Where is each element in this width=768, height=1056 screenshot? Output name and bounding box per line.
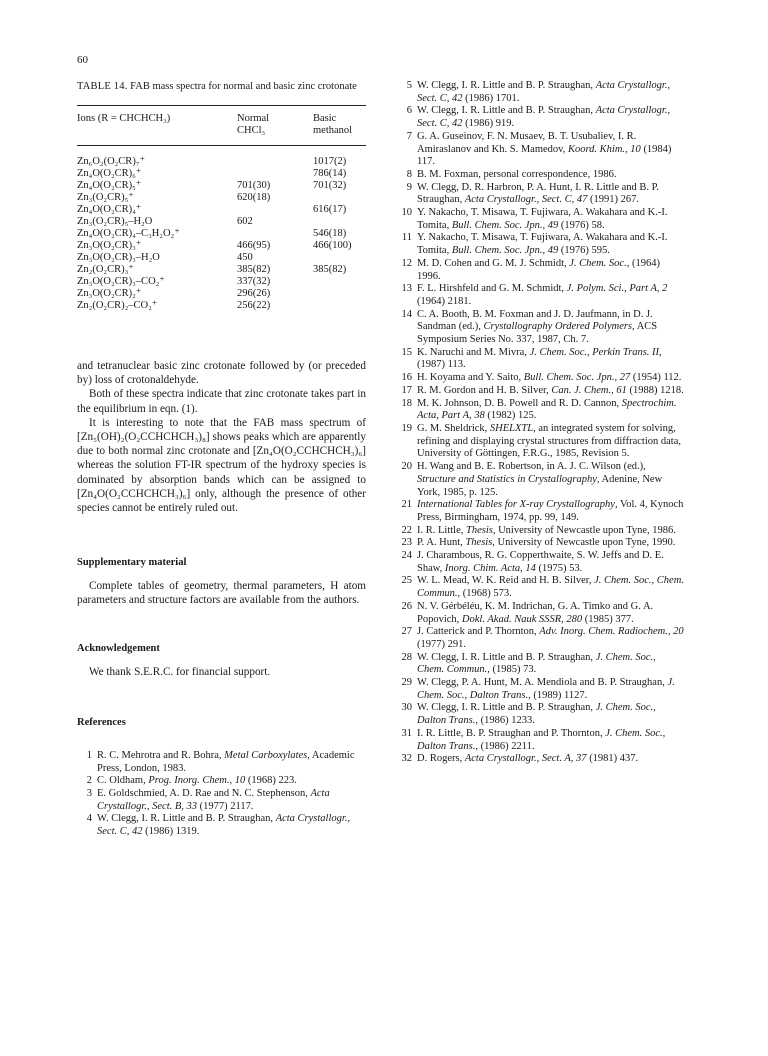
- basic-methanol-cell: 786(14): [313, 168, 347, 179]
- reference-number: 29: [401, 677, 412, 689]
- header-normal: [237, 113, 313, 137]
- reference-text: W. Clegg, P. A. Hunt, M. A. Mendiola and B. P. Straughan, J. Chem. Soc., Dalton Trans., (1989) 1127.: [417, 677, 675, 701]
- normal-chcl3-cell: 337(32): [237, 276, 271, 287]
- normal-chcl3-cell: [237, 204, 313, 216]
- reference-item: [397, 182, 685, 207]
- reference-item: [77, 750, 366, 775]
- ion-cell: Zn₃O(O₂CR)₃⁺: [77, 240, 142, 251]
- reference-item: [397, 258, 685, 283]
- header-normal-line2: CHCl₃: [237, 125, 266, 136]
- reference-number: 32: [401, 753, 412, 765]
- reference-text: R. C. Mehrotra and R. Bohra, Metal Carboxylates, Academic Press, London, 1983.: [97, 749, 355, 774]
- ion-cell: Zn₂(O₂CR)₃⁺: [77, 264, 134, 275]
- ion-cell: Zn₄O(O₂CR)₅⁺: [77, 180, 142, 191]
- header-normal-line1: Normal: [237, 113, 270, 124]
- reference-text: F. L. Hirshfeld and G. M. Schmidt, J. Polym. Sci., Part A, 2 (1964) 2181.: [417, 283, 668, 307]
- ion-cell: Zn₃(O₂CR)₅–H₂O: [77, 216, 153, 227]
- reference-number: 15: [401, 346, 412, 358]
- reference-item: [397, 347, 685, 372]
- reference-number: 2: [86, 775, 92, 787]
- reference-number: 31: [401, 727, 412, 739]
- basic-methanol-cell: [313, 288, 366, 300]
- supplementary-text: Complete tables of geometry, thermal parameters, H atom parameters and structure factors are available from the authors.: [77, 580, 366, 607]
- reference-text: W. Clegg, I. R. Little and B. P. Straughan, Acta Crystallogr., Sect. C, 42 (1986) 919.: [417, 105, 671, 130]
- header-basic-line1: Basic: [313, 113, 337, 124]
- reference-text: E. Goldschmied, A. D. Rae and N. C. Stephenson, Acta Crystallogr., Sect. B, 33 (1977) 2117.: [97, 787, 330, 812]
- normal-chcl3-cell: [237, 168, 313, 180]
- reference-number: 27: [401, 626, 412, 638]
- normal-chcl3-cell: 385(82): [237, 264, 271, 275]
- reference-text: W. L. Mead, W. K. Reid and H. B. Silver, J. Chem. Soc., Chem. Commun., (1968) 573.: [417, 575, 684, 600]
- reference-item: [397, 626, 685, 651]
- reference-text: C. A. Booth, B. M. Foxman and J. D. Jaufmann, in D. J. Sandman (ed.), Crystallography Ordered Polymers, ACS Symposium Series No. 337, 1987, Ch. 7.: [417, 308, 658, 346]
- table-row: [77, 228, 366, 240]
- body-paragraph-2: Both of these spectra indicate that zinc crotonate takes part in the equilibrium in eqn. (1).: [77, 388, 366, 415]
- reference-item: [397, 398, 685, 423]
- reference-item: [397, 575, 685, 600]
- ion-cell: Zn₄O(O₂CR)₆⁺: [77, 168, 142, 179]
- table-row: [77, 264, 366, 276]
- reference-number: 1: [86, 749, 92, 761]
- basic-methanol-cell: 546(18): [313, 228, 347, 239]
- table-row: [77, 276, 366, 288]
- reference-text: P. A. Hunt, Thesis, University of Newcastle upon Tyne, 1990.: [417, 537, 676, 549]
- reference-item: [397, 652, 685, 677]
- reference-item: [397, 702, 685, 727]
- body-paragraph-1: and tetranuclear basic zinc crotonate followed by (or preceded by) loss of crotonaldehyde.: [77, 360, 366, 387]
- left-column: [77, 80, 366, 839]
- reference-number: 12: [401, 257, 412, 269]
- reference-item: [397, 309, 685, 347]
- reference-text: D. Rogers, Acta Crystallogr., Sect. A, 37 (1981) 437.: [417, 753, 639, 765]
- ion-cell: Zn₄O(O₂CR)₄–C₃H₂O₂⁺: [77, 228, 180, 239]
- reference-item: [397, 728, 685, 753]
- reference-text: G. A. Guseinov, F. N. Musaev, B. T. Usubaliev, I. R. Amiraslanov and Kh. S. Mamedov, Koord. Khim., 10 (1984) 117.: [417, 130, 672, 168]
- table-row: [77, 156, 366, 168]
- reference-number: 3: [86, 787, 92, 799]
- basic-methanol-cell: 385(82): [313, 264, 347, 275]
- normal-chcl3-cell: 450: [237, 252, 253, 263]
- ion-cell: Zn₃O(O₂CR)₃–CO₂⁺: [77, 276, 165, 287]
- reference-text: H. Wang and B. E. Robertson, in A. J. C. Wilson (ed.), Structure and Statistics in Crystallography, Adenine, New York, 1985, p. 125.: [417, 461, 663, 498]
- reference-text: J. Catterick and P. Thornton, Adv. Inorg. Chem. Radiochem., 20 (1977) 291.: [417, 626, 684, 650]
- reference-number: 18: [401, 397, 412, 409]
- reference-item: [397, 525, 685, 538]
- ion-cell: Zn₆O₂(O₂CR)₇⁺: [77, 156, 146, 167]
- reference-item: [397, 385, 685, 398]
- reference-number: 20: [401, 461, 412, 473]
- reference-text: R. M. Gordon and H. B. Silver, Can. J. Chem., 61 (1988) 1218.: [417, 384, 684, 396]
- reference-item: [77, 788, 366, 813]
- reference-number: 11: [401, 232, 412, 244]
- reference-number: 13: [401, 283, 412, 295]
- ion-cell: Zn₄O(O₂CR)₄⁺: [77, 204, 142, 215]
- body-text: [77, 359, 366, 515]
- reference-item: [397, 169, 685, 182]
- right-column: [397, 80, 685, 766]
- table-caption-text: FAB mass spectra for normal and basic zinc crotonate: [130, 81, 357, 92]
- reference-text: W. Clegg, D. R. Harbron, P. A. Hunt, I. R. Little and B. P. Straughan, Acta Crystallogr., Sect. C, 47 (1991) 267.: [417, 181, 659, 206]
- reference-number: 21: [401, 499, 412, 511]
- reference-text: I. R. Little, B. P. Straughan and P. Thornton, J. Chem. Soc., Dalton Trans., (1986) 2211.: [417, 727, 666, 752]
- body-paragraph-3: It is interesting to note that the FAB mass spectrum of [Zn₅(OH)₂(O₂CCHCHCH₃)₈] shows peaks which are apparently due to both normal zinc crotonate and [Zn₄O(O₂CCHCHCH₃)₆] whereas the solution FT-IR spectrum of the hydroxy species is dominated by absorption bands which can be assigned to [Zn₄O(O₂CCHCHCH₃)₆] only, although the presence of other species cannot be entirely ruled out.: [77, 416, 366, 515]
- reference-text: C. Oldham, Prog. Inorg. Chem., 10 (1968) 223.: [97, 775, 297, 787]
- table-row: [77, 252, 366, 264]
- normal-chcl3-cell: [237, 228, 313, 240]
- reference-number: 14: [401, 308, 412, 320]
- reference-text: K. Naruchi and M. Mivra, J. Chem. Soc., Perkin Trans. II, (1987) 113.: [417, 346, 662, 371]
- reference-item: [397, 80, 685, 105]
- reference-number: 19: [401, 422, 412, 434]
- reference-number: 6: [406, 105, 412, 117]
- table-body: [77, 146, 366, 312]
- reference-number: 26: [401, 600, 412, 612]
- reference-number: 24: [401, 550, 412, 562]
- header-basic-line2: methanol: [313, 125, 353, 136]
- reference-item: [397, 232, 685, 257]
- reference-number: 8: [406, 168, 412, 180]
- reference-text: H. Koyama and Y. Saito, Bull. Chem. Soc. Jpn., 27 (1954) 112.: [417, 372, 682, 384]
- reference-text: I. R. Little, Thesis, University of Newcastle upon Tyne, 1986.: [417, 524, 676, 536]
- table-row: [77, 204, 366, 216]
- reference-number: 9: [406, 181, 412, 193]
- table-row: [77, 288, 366, 300]
- reference-text: W. Clegg, I. R. Little and B. P. Straughan, J. Chem. Soc., Dalton Trans., (1986) 1233.: [417, 702, 656, 727]
- reference-number: 22: [401, 524, 412, 536]
- reference-item: [397, 537, 685, 550]
- reference-text: J. Charambous, R. G. Copperthwaite, S. W. Jeffs and D. E. Shaw, Inorg. Chim. Acta, 14 (1975) 53.: [417, 550, 664, 574]
- reference-text: Y. Nakacho, T. Misawa, T. Fujiwara, A. Wakahara and K.-I. Tomita, Bull. Chem. Soc. Jpn., 49 (1976) 595.: [417, 232, 668, 257]
- table-caption: [77, 80, 366, 93]
- reference-text: International Tables for X-ray Crystallography, Vol. 4, Kynoch Press, Birmingham, 1974, pp. 99, 149.: [417, 499, 684, 523]
- normal-chcl3-cell: 602: [237, 216, 253, 227]
- reference-item: [397, 677, 685, 702]
- reference-item: [397, 461, 685, 499]
- reference-text: Y. Nakacho, T. Misawa, T. Fujiwara, A. Wakahara and K.-I. Tomita, Bull. Chem. Soc. Jpn., 49 (1976) 58.: [417, 207, 668, 231]
- normal-chcl3-cell: [237, 156, 313, 168]
- table-row: [77, 240, 366, 252]
- acknowledgement-heading: Acknowledgement: [77, 642, 160, 654]
- reference-item: [397, 753, 685, 766]
- header-basic: [313, 113, 366, 137]
- reference-text: B. M. Foxman, personal correspondence, 1986.: [417, 168, 617, 180]
- reference-item: [397, 283, 685, 308]
- reference-text: M. K. Johnson, D. B. Powell and R. D. Cannon, Spectrochim. Acta, Part A, 38 (1982) 125.: [417, 397, 677, 422]
- table-row: [77, 216, 366, 228]
- table-label: TABLE 14.: [77, 81, 128, 92]
- reference-number: 17: [401, 384, 412, 396]
- references-list-right: [397, 80, 685, 766]
- reference-number: 16: [401, 372, 412, 384]
- reference-item: [397, 499, 685, 524]
- reference-number: 30: [401, 702, 412, 714]
- normal-chcl3-cell: 466(95): [237, 240, 271, 251]
- reference-item: [397, 423, 685, 461]
- reference-text: W. Clegg, I. R. Little and B. P. Straughan, Acta Crystallogr., Sect. C, 42 (1986) 1319.: [97, 813, 351, 838]
- page-number: 60: [77, 54, 88, 66]
- reference-number: 23: [401, 537, 412, 549]
- normal-chcl3-cell: 256(22): [237, 300, 271, 311]
- table-header: [77, 106, 366, 145]
- normal-chcl3-cell: 620(18): [237, 192, 271, 203]
- basic-methanol-cell: 701(32): [313, 180, 347, 191]
- reference-item: [397, 601, 685, 626]
- table-row: [77, 180, 366, 192]
- references-heading: References: [77, 716, 126, 728]
- basic-methanol-cell: [313, 300, 366, 312]
- references-list-left: [77, 750, 366, 839]
- table-row: [77, 300, 366, 312]
- basic-methanol-cell: 466(100): [313, 240, 352, 251]
- reference-number: 28: [401, 651, 412, 663]
- ion-cell: Zn₃O(O₂CR)₂⁺: [77, 288, 142, 299]
- reference-text: M. D. Cohen and G. M. J. Schmidt, J. Chem. Soc., (1964) 1996.: [417, 257, 660, 282]
- basic-methanol-cell: [313, 192, 366, 204]
- ion-cell: Zn₂(O₂CR)₂–CO₂⁺: [77, 300, 158, 311]
- reference-number: 25: [401, 575, 412, 587]
- header-ions: Ions (R = CHCHCH₃): [77, 113, 171, 124]
- reference-number: 4: [86, 813, 92, 825]
- basic-methanol-cell: [313, 276, 366, 288]
- basic-methanol-cell: 616(17): [313, 204, 347, 215]
- acknowledgement-text: We thank S.E.R.C. for financial support.: [89, 665, 271, 678]
- reference-item: [77, 813, 366, 838]
- basic-methanol-cell: [313, 216, 366, 228]
- reference-item: [397, 105, 685, 130]
- reference-item: [397, 131, 685, 169]
- reference-item: [77, 775, 366, 788]
- normal-chcl3-cell: 296(26): [237, 288, 271, 299]
- basic-methanol-cell: 1017(2): [313, 156, 347, 167]
- reference-text: W. Clegg, I. R. Little and B. P. Straughan, Acta Crystallogr., Sect. C, 42 (1986) 1701.: [417, 80, 671, 104]
- ion-cell: Zn₃O(O₂CR)₃–H₂O: [77, 252, 160, 263]
- reference-item: [397, 207, 685, 232]
- reference-number: 5: [406, 80, 412, 91]
- reference-text: G. M. Sheldrick, SHELXTL, an integrated system for solving, refining and displaying crystal structures from diffraction data, University of Göttingen, F.R.G., 1985, Revision 5.: [417, 422, 681, 460]
- reference-text: N. V. Gérbéléu, K. M. Indrichan, G. A. Timko and G. A. Popovich, Dokl. Akad. Nauk SSSR, 280 (1985) 377.: [417, 600, 654, 625]
- reference-text: W. Clegg, I. R. Little and B. P. Straughan, J. Chem. Soc., Chem. Commun., (1985) 73.: [417, 651, 656, 676]
- table-row: [77, 192, 366, 204]
- table-row: [77, 168, 366, 180]
- supplementary-heading: Supplementary material: [77, 557, 187, 569]
- reference-item: [397, 550, 685, 575]
- reference-number: 10: [401, 207, 412, 219]
- reference-number: 7: [406, 130, 412, 142]
- reference-item: [397, 372, 685, 385]
- normal-chcl3-cell: 701(30): [237, 180, 271, 191]
- basic-methanol-cell: [313, 252, 366, 264]
- ion-cell: Zn₃(O₂CR)₅⁺: [77, 192, 134, 203]
